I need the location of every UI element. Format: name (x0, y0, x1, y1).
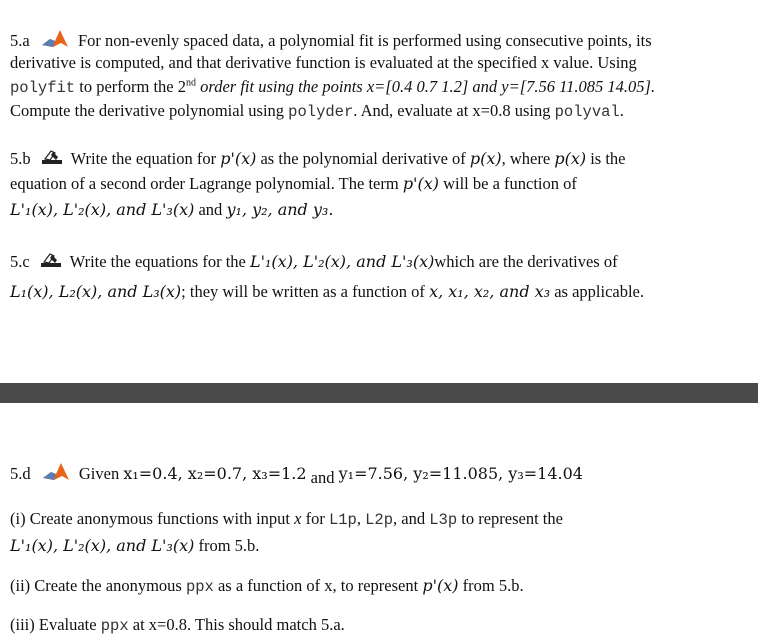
q5d-ii-text-b: as a function of x, to represent (213, 576, 423, 595)
q5d-iii-text-a: (iii) Evaluate (10, 615, 101, 634)
x-vars: x, x₁, x₂, and x₃ (429, 282, 551, 301)
q5c-text-2c: as applicable. (550, 282, 645, 301)
writing-hand-icon (40, 252, 62, 274)
q5d-ii-text-a: (ii) Create the anonymous (10, 576, 186, 595)
q5b-text-1c: , where (501, 149, 555, 168)
lprime-terms: L'₁(x), L'₂(x), and L'₃(x) (10, 200, 195, 219)
q5a-label: 5.a (10, 30, 30, 50)
q5a-text-3a: to perform the 2 (75, 77, 187, 96)
L1p-code: L1p (328, 511, 357, 529)
q5b-text-2a: equation of a second order Lagrange polynomial. The term (10, 174, 403, 193)
polyfit-code: polyfit (10, 79, 76, 97)
q5b-text-1b: as the polynomial derivative of (256, 149, 470, 168)
L2p-code: L2p (365, 511, 394, 529)
q5a-text-4b: . And, evaluate at x=0.8 using (353, 101, 555, 120)
l-terms: L₁(x), L₂(x), and L₃(x) (10, 282, 182, 301)
q5d-label: 5.d (10, 463, 31, 483)
matlab-logo-icon (41, 461, 71, 489)
q5c-label: 5.c (10, 252, 30, 271)
q5d-ii-text-c: from 5.b. (458, 576, 524, 595)
px-term-2: p(x) (554, 149, 587, 168)
pprime-term-2: p'(x) (402, 174, 439, 193)
q5d-i-line1 (10, 508, 563, 531)
q5d-i-text-c: to represent the (457, 509, 563, 528)
q5b-text-2b: will be a function of (438, 174, 577, 193)
q5a-line3 (10, 76, 655, 99)
q5d-i-text-d: from 5.b. (194, 536, 260, 555)
px-term: p(x) (469, 149, 502, 168)
q5b-text-1a: Write the equation for (70, 149, 221, 168)
q5b-line2 (10, 173, 577, 195)
section-divider (0, 383, 758, 403)
q5a-line2: derivative is computed, and that derivative function is evaluated at the specified x value. Using (10, 53, 637, 72)
q5d-iii-line (10, 614, 345, 637)
lprime-terms-d: L'₁(x), L'₂(x), and L'₃(x) (10, 536, 195, 555)
q5d-line1 (10, 461, 583, 489)
q5c-text-1b: which are the derivatives of (434, 252, 618, 271)
q5d-iii-text-b: at x=0.8. This should match 5.a. (128, 615, 345, 634)
y-values: y₁=7.56, y₂=11.085, y₃=14.04 (338, 463, 583, 483)
and-text: and (310, 467, 335, 487)
q5a-text-3b: order fit using the points x=[0.4 0.7 1.2] and y=[7.56 11.085 14.05]. (196, 77, 656, 96)
q5a-sup: nd (186, 77, 197, 89)
q5c-text-2b: ; they will be written as a function of (181, 282, 430, 301)
pprime-term-3: p'(x) (422, 576, 459, 595)
given-text: Given (78, 463, 120, 483)
q5a-text-4c: . (619, 101, 624, 120)
q5d-comma: , (356, 509, 366, 528)
q5b-label: 5.b (10, 149, 31, 168)
ppx-code: ppx (185, 578, 214, 596)
q5a-line4 (10, 100, 624, 123)
q5c-line2 (10, 281, 644, 303)
y-terms: y₁, y₂, and y₃. (226, 200, 334, 219)
q5d-ii-line (10, 575, 524, 598)
q5b-line1 (10, 148, 626, 171)
q5d-i-text-b: for (301, 509, 329, 528)
q5c-text-1a: Write the equations for the (69, 252, 250, 271)
q5d-i-line2 (10, 535, 259, 557)
polyval-code: polyval (554, 103, 620, 121)
q5b-text-1d: is the (586, 149, 626, 168)
pprime-term: p'(x) (220, 149, 257, 168)
q5b-line3 (10, 199, 333, 221)
q5d-i-text-a: (i) Create anonymous functions with input (10, 509, 295, 528)
q5a-text-1: For non-evenly spaced data, a polynomial fit is performed using consecutive points, its (77, 30, 652, 50)
q5d-i-x: x (294, 509, 302, 528)
q5d-and: , and (393, 509, 430, 528)
writing-hand-icon (41, 149, 63, 171)
lprime-terms-c: L'₁(x), L'₂(x), and L'₃(x) (249, 252, 435, 271)
polyder-code: polyder (288, 103, 354, 121)
q5a-text-4a: Compute the derivative polynomial using (10, 101, 289, 120)
ppx-code-2: ppx (100, 617, 129, 635)
q5b-and: and (194, 200, 227, 219)
q5c-line1 (10, 251, 618, 274)
L3p-code: L3p (429, 511, 458, 529)
x-values: x₁=0.4, x₂=0.7, x₃=1.2 (123, 463, 307, 483)
